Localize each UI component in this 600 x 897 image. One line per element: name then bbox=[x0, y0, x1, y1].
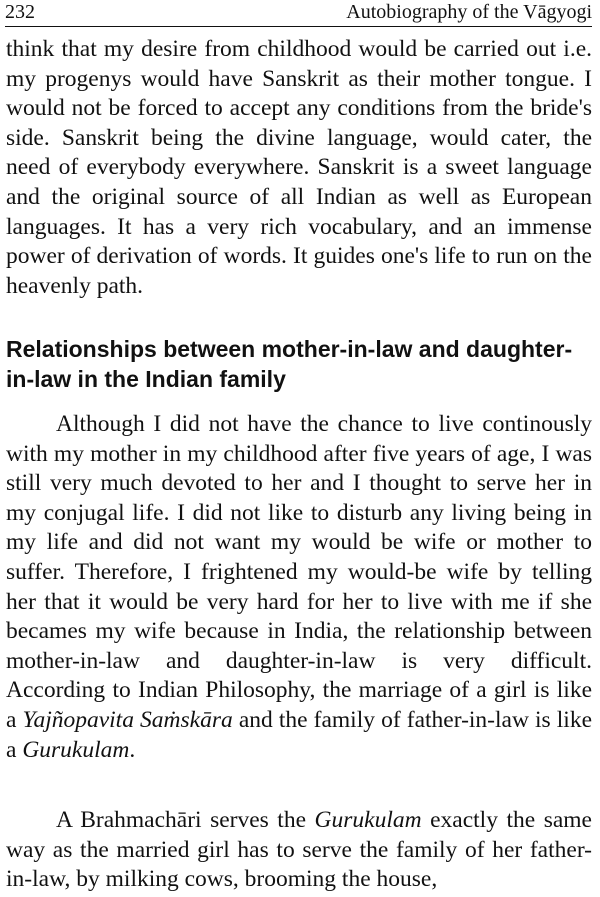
paragraph-2-text-3: . bbox=[129, 736, 136, 763]
body-paragraph-2 bbox=[6, 410, 592, 765]
page-number: 232 bbox=[5, 1, 35, 23]
paragraph-2-text-1: Although I did not have the chance to live continously with my mother in my childhood after five years of age, I was still very much devoted to her and I thought to serve her in my conjugal life. I did not like to disturb any living being in my life and did not want my would be wife or mother to suffer. Therefore, I frightened my would-be wife by telling her that it would be very hard for her to live with me if she becames my wife because in India, the relationship between mother-in-law and daughter-in-law is very difficult. According to Indian Philosophy, the marriage of a girl is like a bbox=[6, 411, 592, 733]
paragraph-2-italic-term-1: Yajñopavita Saṁskāra bbox=[22, 706, 233, 733]
section-heading: Relationships between mother-in-law and daughter-in-law in the Indian family bbox=[6, 336, 573, 392]
paragraph-3-italic-term-1: Gurukulam bbox=[314, 807, 422, 833]
running-title: Autobiography of the Vāgyogi bbox=[346, 1, 592, 23]
paragraph-2-text-2: and the family of father-in-law is like a bbox=[6, 706, 593, 763]
paragraph-3-text-2: exactly the same way as the married girl has to serve the family of her father-in-law, by milking cows, brooming the house, bbox=[6, 807, 592, 893]
body-paragraph-3 bbox=[6, 806, 592, 895]
paragraph-2-italic-term-2: Gurukulam bbox=[22, 736, 130, 763]
header-divider bbox=[5, 26, 592, 27]
body-paragraph-1: think that my desire from childhood would be carried out i.e. my progenys would have Sanskrit as their mother tongue. I would not be forced to accept any conditions from the bride's side. Sanskrit being the divine language, would cater, the need of everybody everywhere. Sanskrit is a sweet language and the original source of all Indian as well as European languages. It has a very rich vocabulary, and an immense power of derivation of words. It guides one's life to run on the heavenly path. bbox=[6, 36, 592, 299]
page-header bbox=[5, 0, 592, 26]
paragraph-3-text-1: A Brahmachāri serves the bbox=[56, 807, 315, 833]
